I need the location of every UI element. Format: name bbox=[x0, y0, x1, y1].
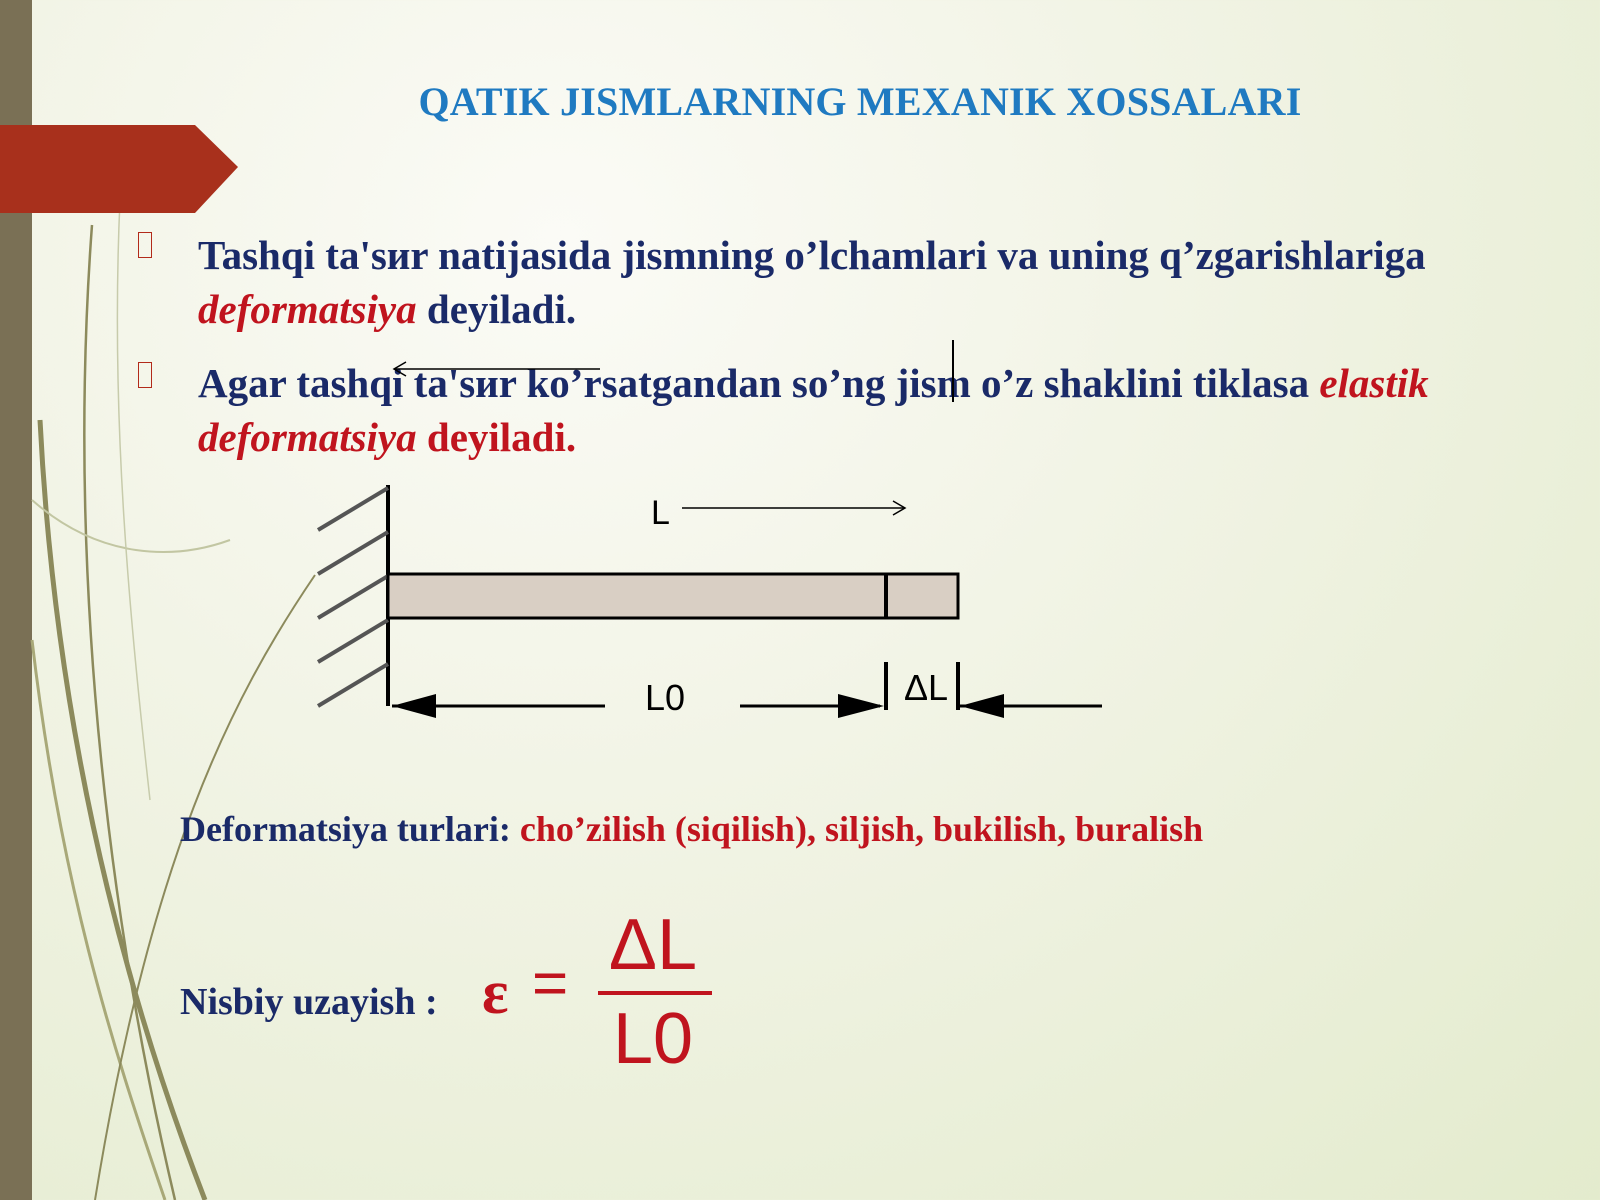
formula-denominator: L0 bbox=[612, 999, 694, 1079]
formula-numerator: ΔL bbox=[608, 905, 698, 985]
bullet-2-highlight: elastik deformatsiya bbox=[198, 360, 1429, 460]
formula-fraction-bar bbox=[598, 991, 712, 995]
bullet-2-text: Agar tashqi ta'sиr ko’rsatgandan so’ng jism o’z shaklini tiklasa bbox=[198, 360, 1320, 406]
deformation-types-list: cho’zilish (siqilish), siljish, bukilish, buralish bbox=[510, 809, 1204, 849]
deformation-types-label: Deformatsiya turlari: bbox=[180, 809, 511, 849]
bullet-1-tail: deyiladi. bbox=[416, 286, 577, 332]
epsilon-symbol: ε bbox=[482, 959, 509, 1027]
deformation-types bbox=[180, 808, 1203, 850]
equals-sign: = bbox=[532, 949, 569, 1018]
bullet-1-highlight: deformatsiya bbox=[198, 286, 417, 332]
beam bbox=[388, 574, 958, 618]
length-label: L bbox=[651, 494, 670, 532]
wall-hatching bbox=[318, 488, 388, 706]
delta-l-label: ΔL bbox=[904, 667, 949, 708]
slide-title: QATIK JISMLARNING MEXANIK XOSSALARI bbox=[418, 79, 1302, 124]
l0-arrow-right-head bbox=[838, 694, 884, 718]
bullet-2-tail: deyiladi. bbox=[416, 414, 577, 460]
strain-label: Nisbiy uzayish : bbox=[180, 981, 438, 1023]
l0-label: L0 bbox=[645, 677, 686, 718]
bullet-1-text: Tashqi ta'sиr natijasida jismning o’lchamlari va uning q’zgarishlariga bbox=[198, 232, 1426, 278]
